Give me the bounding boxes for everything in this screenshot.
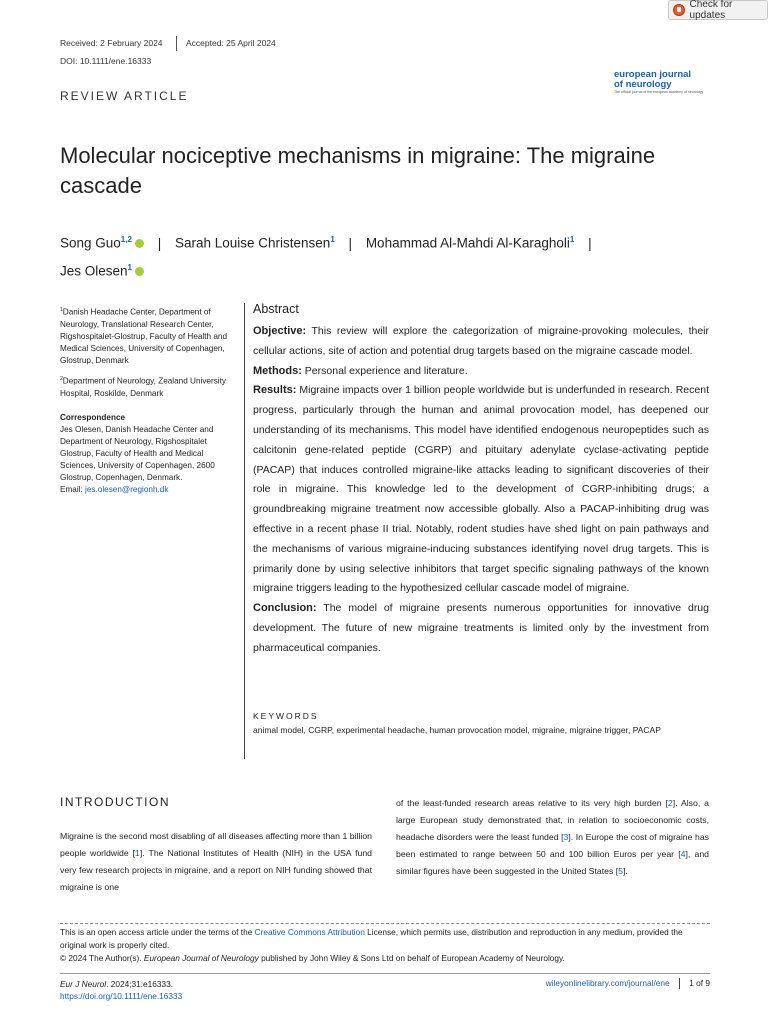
intro-text: ]. [623, 866, 628, 876]
correspondence-email-line [60, 484, 235, 496]
license-divider [60, 923, 710, 924]
journal-site-link[interactable]: wileyonlinelibrary.com/journal/ene [545, 978, 670, 988]
affiliation-1 [60, 304, 235, 367]
methods-text: Personal experience and literature. [301, 364, 468, 377]
introduction-left-column [60, 828, 372, 896]
article-title: Molecular nociceptive mechanisms in migraine: The migraine cascade [60, 143, 656, 198]
intro-text: ]. In Europe the cost of migraine has been estimated to range between 50 and 100 billion Euros per year [ [396, 832, 709, 859]
citation-link[interactable]: 3 [563, 832, 569, 842]
author-separator: | [157, 235, 162, 251]
footer-divider-bar [679, 978, 680, 989]
intro-text: of the least-funded research areas relative to its very high burden [ [396, 798, 668, 808]
methods-label: Methods: [253, 364, 302, 377]
objective-text: This review will explore the categorization of migraine-provoking molecules, their cellular actions, site of action and potential drug targets based on the migraine cascade model. [253, 325, 709, 357]
introduction-heading: INTRODUCTION [60, 795, 170, 809]
conclusion-label: Conclusion: [253, 602, 317, 615]
page-number: 1 of 9 [689, 978, 710, 988]
accepted-date: Accepted: 25 April 2024 [186, 38, 276, 48]
journal-logo [614, 70, 734, 95]
correspondence [60, 412, 235, 496]
correspondence-text: Jes Olesen, Danish Headache Center and Department of Neurology, Rigshospitalet Glostrup, Faculty of Health and Medical Sciences, University of Copenhagen, 2600 Glostrup, Copenhagen, Denmark. [60, 425, 215, 482]
introduction-right-column [396, 795, 709, 880]
abstract-methods [253, 362, 709, 382]
doi: DOI: 10.1111/ene.16333 [60, 56, 152, 66]
author-affiliation: 1 [330, 235, 335, 244]
intro-text: ]. The National Institutes of Health (NIH) in the USA fund very few research projects in migraine, and a report on NIH funding showed that migraine is one [60, 848, 372, 892]
citation-link[interactable]: 1 [135, 848, 140, 858]
author-separator: | [348, 235, 353, 251]
article-type: REVIEW ARTICLE [60, 89, 189, 103]
author-name[interactable]: Jes Olesen [60, 263, 128, 278]
creative-commons-link[interactable]: Creative Commons Attribution [254, 927, 365, 937]
crossmark-icon [673, 4, 685, 16]
results-text: Migraine impacts over 1 billion people worldwide but is underfunded in research. Recent progress, particularly through the human and animal provocation model, has deepened our understanding of its mechanisms. This model have identified endogenous neuropeptides such as calcitonin gene-related peptide (CGRP) and pituitary adenylate cyclase-activating peptide (PACAP) that induces controlled migraine-like attacks leading to significant discoveries of their role in migraine. This knowledge led to the development of CGRP-inhibiting drugs; a groundbreaking migraine treatment now accessible globally. Also a PACAP-inhibiting drug was effective in a recent phase II trial. Notably, rodent studies have shed light on pain pathways and the mechanisms of various migraine-inducing substances identifying novel drug targets. This is primarily done by using selective inhibitors that target specific signaling pathways of the known migraine triggers leading to the hypothesized cellular cascade model of migraine. [253, 384, 709, 595]
check-for-updates-button[interactable] [668, 0, 768, 20]
license-text [60, 926, 710, 965]
author-name[interactable]: Sarah Louise Christensen [174, 235, 331, 251]
license-text-part: License, which permits use, distribution and reproduction in any medium, provided the original work is properly cited. [60, 927, 683, 950]
results-label: Results: [253, 384, 297, 397]
citation-journal: Eur J Neurol [60, 979, 107, 989]
orcid-icon[interactable] [135, 239, 144, 248]
email-label: Email: [60, 485, 86, 494]
intro-text: Migraine is the second most disabling of all diseases affecting more than 1 billion people worldwide [ [60, 831, 372, 858]
journal-logo-line2: of neurology [614, 79, 672, 90]
license-text-part: This is an open access article under the terms of the [60, 927, 255, 937]
affiliation-2 [60, 373, 235, 400]
footer-divider [60, 973, 710, 974]
author-affiliation: 1 [127, 262, 132, 272]
check-for-updates-label: Check for updates [689, 0, 733, 21]
author-affiliation: 1,2 [120, 235, 132, 244]
abstract-results [253, 381, 709, 599]
copyright-text-part: published by John Wiley & Sons Ltd on behalf of European Academy of Neurology. [258, 953, 565, 963]
email-link[interactable]: jes.olesen@regionh.dk [85, 485, 169, 494]
copyright-text-part: © 2024 The Author(s). [60, 953, 144, 963]
keywords-heading: KEYWORDS [253, 711, 319, 721]
journal-tagline: The official journal of the european academy of neurology [614, 90, 704, 94]
affiliation-number: 1 [60, 307, 63, 313]
abstract-rule [244, 303, 245, 759]
author-affiliation: 1 [569, 235, 575, 244]
received-date: Received: 2 February 2024 [60, 38, 163, 48]
keywords-text: animal model, CGRP, experimental headache, human provocation model, migraine, migraine trigger, PACAP [253, 725, 661, 735]
citation-details: . 2024;31:e16333. [106, 979, 174, 989]
affiliation-text: Department of Neurology, Zealand University Hospital, Roskilde, Denmark [60, 376, 226, 398]
objective-label: Objective: [253, 325, 307, 337]
meta-divider [176, 36, 177, 51]
footer-right [500, 978, 710, 989]
doi-link[interactable]: https://doi.org/10.1111/ene.16333 [60, 991, 183, 1001]
journal-logo-line1: european journal [614, 69, 692, 80]
conclusion-text: The model of migraine presents numerous opportunities for innovative drug development. The future of new migraine treatments is limited only by the investment from pharmaceutical companies. [253, 602, 709, 654]
citation-link[interactable]: 2 [667, 798, 673, 808]
affiliation-text: Danish Headache Center, Department of Neurology, Translational Research Center, Rigshospitalet-Glostrup, Faculty of Health and Medical Sciences, University of Copenhagen, Glostrup, Denmark [60, 307, 228, 365]
author-name[interactable]: Mohammad Al-Mahdi Al-Karagholi [365, 235, 570, 251]
author-separator: | [588, 235, 592, 251]
abstract-heading: Abstract [253, 302, 299, 316]
intro-text: ], and similar figures have been suggested in the United States [ [396, 849, 709, 876]
citation-line [60, 978, 182, 990]
author-name[interactable]: Song Guo [60, 235, 121, 251]
license-paragraph [60, 926, 710, 952]
correspondence-heading: Correspondence [60, 413, 126, 422]
orcid-icon[interactable] [135, 267, 144, 276]
copyright-journal: European Journal of Neurology [143, 953, 259, 963]
citation-link[interactable]: 4 [680, 849, 686, 859]
author-list [60, 228, 720, 283]
abstract-conclusion [253, 599, 709, 658]
footer-citation [60, 978, 182, 1002]
abstract-objective [253, 322, 709, 362]
affiliation-number: 2 [60, 376, 63, 382]
intro-text: ]. Also, a large European study demonstrated that, in relation to socioeconomic costs, headache disorders were the least funded [ [396, 798, 709, 842]
citation-link[interactable]: 5 [618, 866, 623, 876]
abstract-body [253, 322, 709, 659]
copyright-paragraph [60, 952, 710, 965]
